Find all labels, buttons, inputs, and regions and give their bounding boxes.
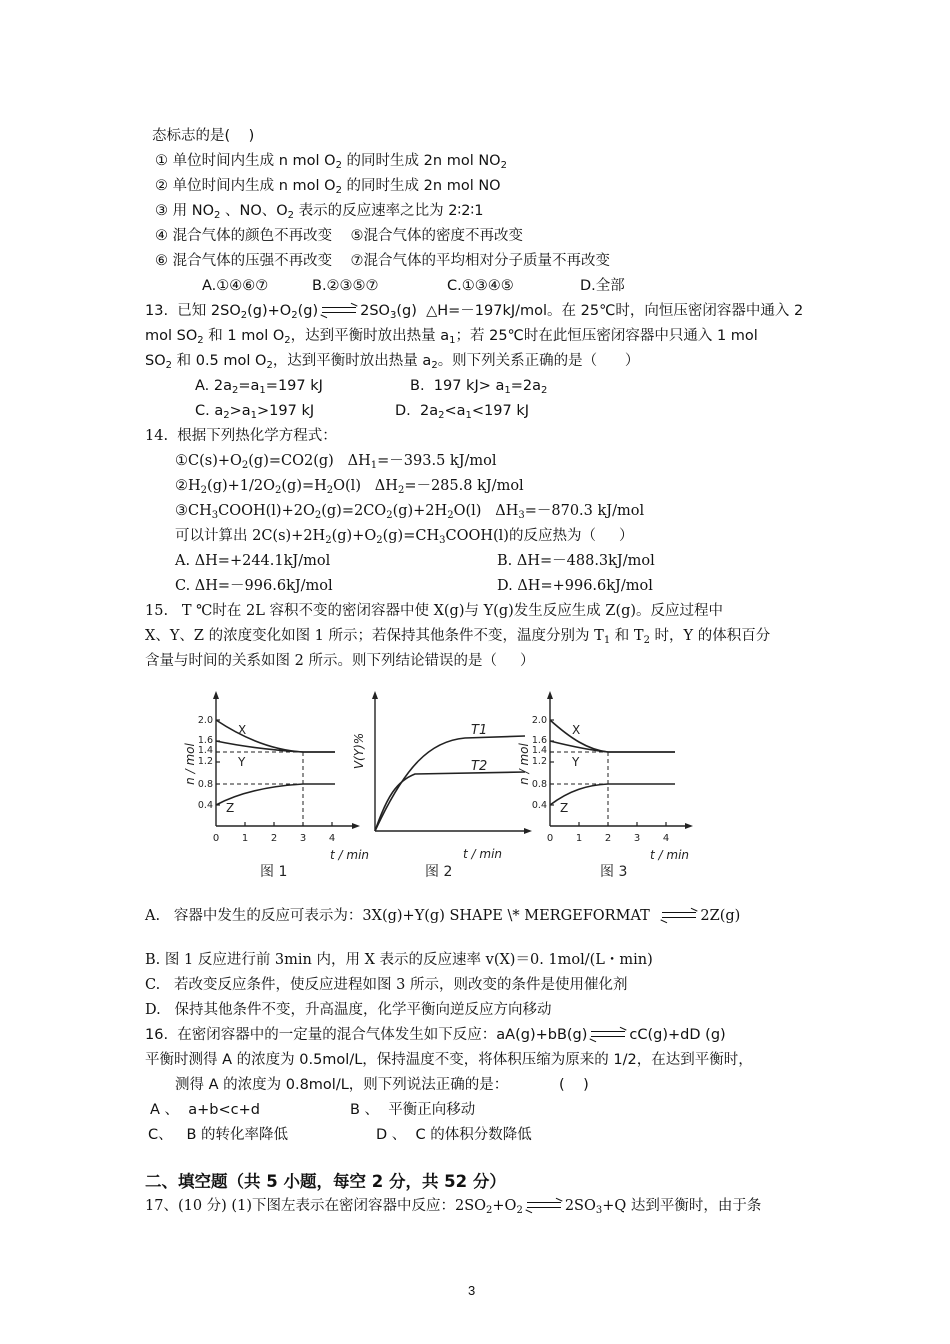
fig1-curve-label-y: Y [238,755,246,769]
q12-tail: 态标志的是( ) [152,128,255,144]
q14-equation-3: $③CH_3COOH(l)+2O_2(g)=2CO_2(g)+2H_2O(l)$ $\Delta H_3=-870.3$ kJ/mol [175,503,645,521]
q13-option-d: D. $2a_2<a_1<197$ kJ [395,403,530,421]
fig1-xtick: 3 [299,833,307,844]
figure-1 [183,691,369,880]
equilibrium-arrow-icon [525,1200,563,1212]
fig3-ytick: 1.2 [531,756,547,767]
q15-option-c: C. 若改变反应条件，使反应进程如图 3 所示，则改变的条件是使用催化剂 [145,977,628,993]
fig3-curve-label-y: Y [572,755,580,769]
fig3-curve-label-x: X [572,723,581,737]
q12-statement-4: ④ 混合气体的颜色不再改变 ⑤混合气体的密度不再改变 [155,228,524,244]
equilibrium-arrow-icon [589,1029,627,1041]
fig2-curve-label-t1: T1 [471,723,488,738]
fig3-curve-label-z: Z [560,801,569,815]
fig1-xlabel: t / min [330,848,370,862]
q14-question: 可以计算出 $2C(s)+2H_2(g)+O_2(g)=CH_3COOH(l)$的反应热为（ ） [175,528,634,546]
fig1-ytick: 1.6 [197,735,213,746]
q14-option-a: A. ΔH=+244.1kJ/mol [175,553,331,569]
fig1-ytick: 1.4 [197,745,213,756]
q15-line-1: 15. T ℃时在 2L 容积不变的密闭容器中使 X(g)与 Y(g)发生反应生成 Z(g)。反应过程中 [145,603,724,619]
fig1-ytick: 1.2 [197,756,213,767]
q12-option-a: A.①④⑥⑦ [202,278,269,294]
fig3-ytick: 1.4 [531,745,547,756]
section-2-heading: 二、填空题（共 5 小题，每空 2 分，共 52 分） [145,1172,506,1191]
q14-option-c: C. ΔH=－996.6kJ/mol [175,578,333,594]
fig3-ylabel: n / mol [517,743,531,785]
q16-line-1: 16. 在密闭容器中的一定量的混合气体发生如下反应：aA(g)+bB(g) cC(g)+dD (g) [145,1027,726,1043]
fig3-ytick: 0.4 [531,800,547,811]
q14-heading: 14. 根据下列热化学方程式： [145,428,337,444]
q16-option-c: C、 B 的转化率降低 [148,1127,289,1143]
q12-statement-3: ③ 用 $NO_2$ 、NO、$O_2$ 表示的反应速率之比为 2∶2∶1 [155,203,484,221]
fig3-ytick: 1.6 [531,735,547,746]
q13-option-b: B. 197 $kJ> a_1=2a_2$ [410,378,548,396]
q13-line-3: $SO_2$ 和 0.5 mol $O_2$，达到平衡时放出热量 $a_2$。则下列关系正确的是（ ） [145,353,640,371]
fig1-ylabel: n / mol [183,743,197,785]
q12-option-d: D.全部 [580,278,625,294]
fig1-ytick: 0.8 [197,779,213,790]
q15-line-3: 含量与时间的关系如图 2 所示。则下列结论错误的是（ ） [145,653,535,669]
q13-line-1: 13. 已知 $2SO_2(g)+O_2(g)$ $2SO_3(g)$ △H=－197kJ/mol。在 25℃时，向恒压密闭容器中通入 2 [145,303,804,321]
fig1-caption: 图 1 [260,864,288,880]
q12-statement-1: ① 单位时间内生成 n mol $O_2$ 的同时生成 2n mol $NO_2$ [155,153,507,171]
fig3-xtick: 0 [546,833,554,844]
fig2-caption: 图 2 [425,864,453,880]
page-number: 3 [468,1283,476,1298]
q14-equation-1: $①C(s)+O_2(g)=CO2(g)$ $\Delta H_1=-393.5$ kJ/mol [175,453,497,471]
q17-line-1: 17、(10 分) (1)下图左表示在密闭容器中反应：$2SO_2+O_2$ $2SO_3+Q$ 达到平衡时，由于条 [145,1198,762,1216]
fig2-ylabel: V(Y)% [352,732,366,770]
fig1-xtick: 0 [212,833,220,844]
q16-line-2: 平衡时测得 A 的浓度为 0.5mol/L，保持温度不变，将体积压缩为原来的 1/2，在达到平衡时， [145,1052,753,1068]
fig3-xtick: 2 [604,833,612,844]
figure-2 [352,691,532,880]
fig3-ytick: 2.0 [531,715,547,726]
fig3-xtick: 1 [575,833,583,844]
equilibrium-arrow-icon [660,910,698,922]
fig3-ytick: 0.8 [531,779,547,790]
q14-equation-2: $②H_2(g)+1/2O_2(g)=H_2O(l)$ $\Delta H_2=-285.8$ kJ/mol [175,478,524,496]
q14-option-d: D. ΔH=+996.6kJ/mol [497,578,653,594]
q16-option-d: D 、 C 的体积分数降低 [376,1127,532,1143]
fig1-xtick: 1 [241,833,249,844]
fig1-xtick: 2 [270,833,278,844]
fig2-curve-label-t2: T2 [471,759,488,774]
fig1-curve-label-x: X [238,723,247,737]
fig1-ytick: 0.4 [197,800,213,811]
q15-line-2: X、Y、Z 的浓度变化如图 1 所示；若保持其他条件不变，温度分别为 $T_1$ 和 $T_2$ 时，Y 的体积百分 [145,628,771,646]
fig3-caption: 图 3 [600,864,628,880]
equilibrium-arrow-icon [320,305,358,317]
q13-line-2: mol $SO_2$ 和 1 mol $O_2$，达到平衡时放出热量 $a_1$；若 25℃时在此恒压密闭容器中只通入 1 mol [145,328,758,346]
q15-option-b: B. 图 1 反应进行前 3min 内，用 X 表示的反应速率 v(X)＝0. 1mol/(L・min) [145,952,653,968]
q12-option-c: C.①③④⑤ [447,278,514,294]
fig3-xlabel: t / min [650,848,690,862]
q16-line-3: 测得 A 的浓度为 0.8mol/L，则下列说法正确的是： ( ) [175,1077,589,1093]
figure-3 [517,691,693,880]
fig3-xtick: 3 [633,833,641,844]
q13-option-c: C. $a_2>a_1>197$ kJ [195,403,315,421]
q15-option-a: A. 容器中发生的反应可表示为：3X(g)+Y(g) SHAPE \* MERGEFORMAT 2Z(g) [145,908,741,924]
fig2-xlabel: t / min [463,847,503,861]
q12-statement-6: ⑥ 混合气体的压强不再改变 ⑦混合气体的平均相对分子质量不再改变 [155,253,611,269]
q14-option-b: B. ΔH=－488.3kJ/mol [497,553,655,569]
q16-option-a: A 、 a+b<c+d [150,1102,260,1118]
q15-option-d: D. 保持其他条件不变，升高温度，化学平衡向逆反应方向移动 [145,1002,552,1018]
fig3-xtick: 4 [662,833,670,844]
fig1-curve-label-z: Z [226,801,235,815]
q12-option-b: B.②③⑤⑦ [312,278,379,294]
figure-1-ytick-labels [198,715,213,811]
q16-option-b: B 、 平衡正向移动 [350,1102,476,1118]
fig1-xtick: 4 [328,833,336,844]
q13-option-a: A. $2a_2=a_1=197$ kJ [195,378,323,396]
q12-statement-2: ② 单位时间内生成 n mol $O_2$ 的同时生成 2n mol NO [155,178,501,196]
q15-figures [180,686,700,886]
fig1-ytick: 2.0 [197,715,213,726]
